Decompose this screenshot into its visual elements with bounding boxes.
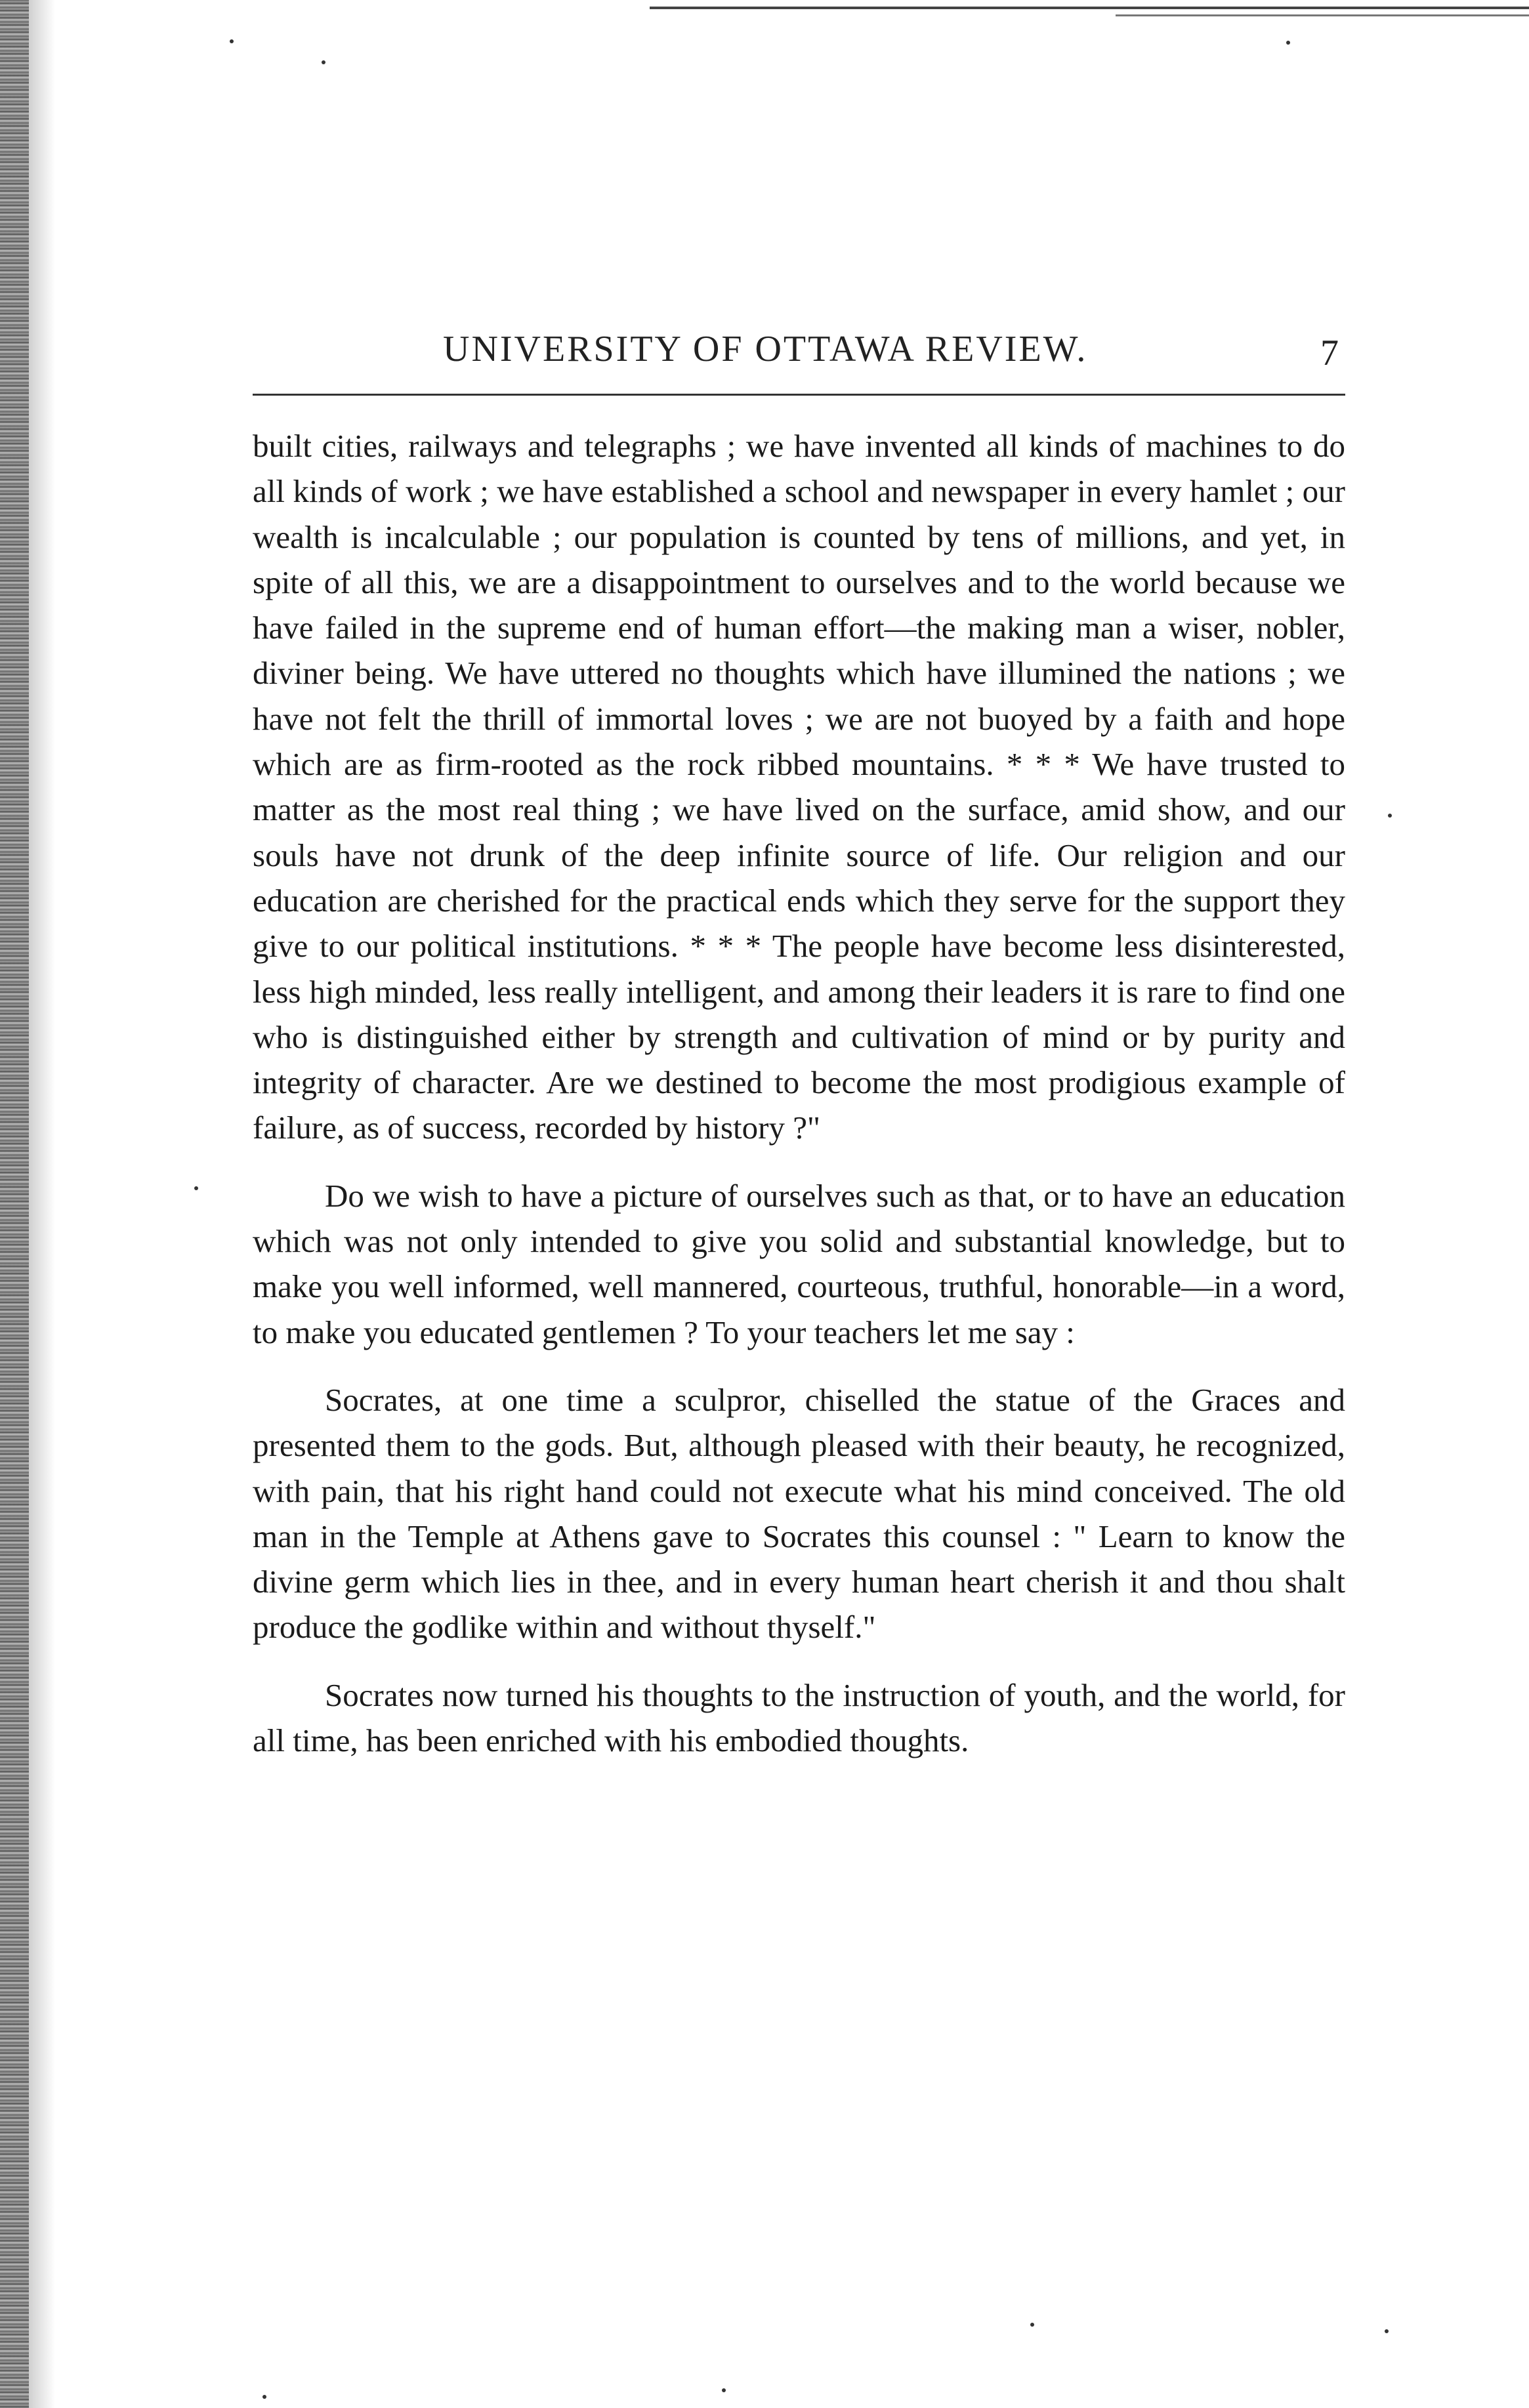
body-text bbox=[253, 423, 1345, 1785]
page-binding-shadow bbox=[29, 0, 55, 2408]
running-head: UNIVERSITY OF OTTAWA REVIEW. bbox=[443, 329, 1088, 369]
scan-speck bbox=[1388, 814, 1392, 818]
page-binding-edge bbox=[0, 0, 29, 2408]
scan-speck bbox=[322, 60, 325, 64]
scan-speck bbox=[194, 1186, 198, 1190]
paragraph-continuation: built cities, railways and telegraphs ; we have invented all kinds of machines to do all kinds of work ; we have established a school and newspaper in every hamlet ; our wealth is incalculable ; our population is counted by tens of millions, and yet, in spite of all this, we are a disappointment to ourselves and to the world because we have failed in the supreme end of human effort—the making man a wiser, nobler, diviner being. We have uttered no thoughts which have illumined the nations ; we have not felt the thrill of immortal loves ; we are not buoyed by a faith and hope which are as firm-rooted as the rock ribbed mountains. * * * We have trusted to matter as the most real thing ; we have lived on the surface, amid show, and our souls have not drunk of the deep infinite source of life. Our religion and our education are cherished for the practical ends which they serve for the support they give to our political institutions. * * * The people have become less disinterested, less high minded, less really intelligent, and among their leaders it is rare to find one who is distinguished either by strength and cultivation of mind or by purity and integrity of character. Are we destined to become the most prodigious example of failure, as of success, recorded by history ?" bbox=[253, 428, 1345, 1146]
scan-speck bbox=[1385, 2329, 1389, 2333]
scan-speck bbox=[722, 2388, 726, 2392]
scan-speck bbox=[1030, 2323, 1034, 2327]
paragraph: Do we wish to have a picture of ourselves such as that, or to have an education which was not only intended to give you solid and substantial knowledge, but to make you well informed, well mannered, courteous, truthful, honorable—in a word, to make you educated gentlemen ? To your teachers let me say : bbox=[253, 1177, 1345, 1350]
page-number: 7 bbox=[1320, 333, 1339, 373]
header-rule bbox=[253, 394, 1345, 396]
scan-speck bbox=[230, 39, 234, 43]
paragraph: Socrates, at one time a sculpror, chiselled the statue of the Graces and presented them to the gods. But, although pleased with their beauty, he recognized, with pain, that his right hand could not execute what his mind conceived. The old man in the Temple at Athens gave to Socrates this counsel : " Learn to know the divine germ which lies in thee, and in every human heart cherish it and thou shalt produce the godlike within and without thyself." bbox=[253, 1381, 1345, 1646]
top-scan-rule-secondary bbox=[1116, 14, 1529, 16]
top-scan-rule bbox=[650, 7, 1529, 9]
scan-speck bbox=[1286, 41, 1290, 45]
scan-speck bbox=[262, 2395, 266, 2399]
page-header bbox=[253, 328, 1345, 381]
paragraph: Socrates now turned his thoughts to the instruction of youth, and the world, for all time, has been enriched with his embodied thoughts. bbox=[253, 1676, 1345, 1759]
